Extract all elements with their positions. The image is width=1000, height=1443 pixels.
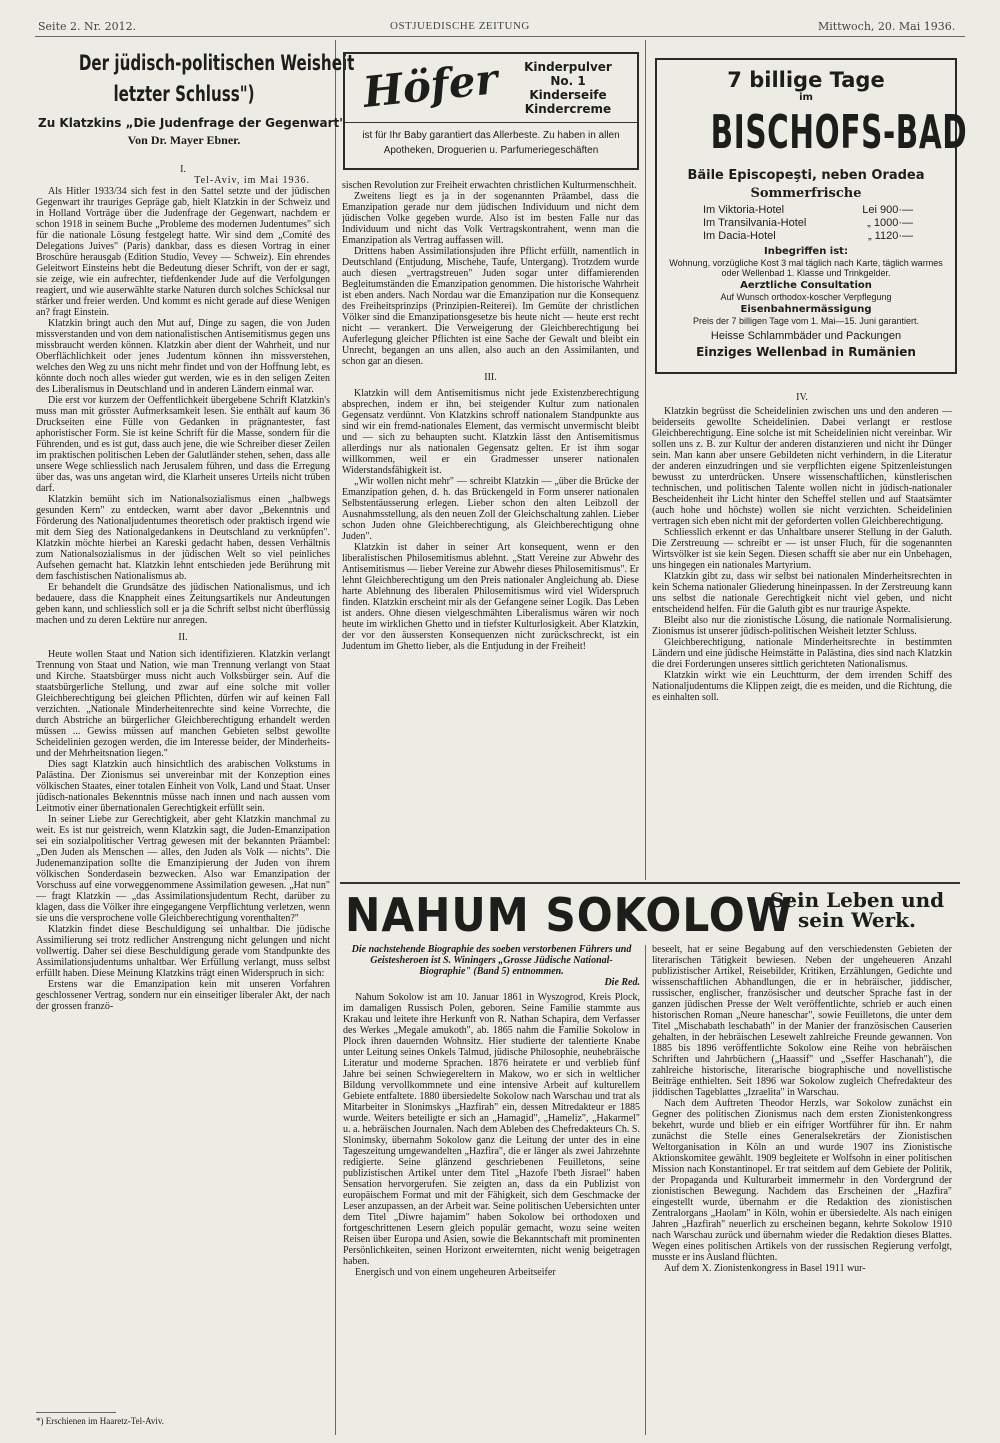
section-number: I. [180,164,186,175]
hotel-price: Lei 900·— [862,204,913,216]
bischofs-consult-head: Aerztliche Consultation [740,280,872,291]
article1-column-3 [652,392,952,882]
article-title-line-2: letzter Schluss") [113,82,255,106]
bischofs-details [661,246,951,360]
paragraph: Nach dem Auftreten Theodor Herzls, war Sokolow zunächst ein Gegner des politischen Zionismus nach dem ersten Zionistenkongress bekehrt, wurde und blieb er ein eifriger Wortführer für ihn. Er nahm zunächst die Stelle eines Generalsekretärs der Zionistischen Weltorganisation in Köln an und wurde 1907 ins Zionistische Aktionskomitee gewählt. 1909 begleitete er Wolfsohn in einer politischen Mission nach Konstantinopel. Er trat seitdem auf dem Gebiete der Politik, der Propaganda und Kulturarbeit immermehr in den Vordergrund der zionistischen Bewegung. Nachdem das Erscheinen der „Hazfira" eingestellt wurde, übernahm er die Redaktion des zionistischen Zentralorgans „Haolam" in Köln, wohin er übersiedelte. Als nach einigen Jahren „Hazfirah" neuerlich zu erscheinen begann, kehrte Sokolow 1910 nach Warschau zurück und übernahm wieder die Redaktion dieses Blattes. Wegen eines politischen Artikels von der russischen Regierung verfolgt, musste er ins Ausland flüchten. [652,1098,952,1263]
footnote [36,1416,330,1430]
bischofs-extra: Heisse Schlammbäder und Packungen [710,330,902,342]
hotel-name: Im Viktoria-Hotel [703,204,785,216]
bischofs-bottom: Einziges Wellenbad in Rumänien [696,345,916,359]
header-date: Mittwoch, 20. Mai 1936. [818,20,956,33]
section-number: IV. [796,392,808,403]
article2-column-1 [343,944,640,1434]
bischofs-im: im [799,92,813,103]
section-number: II. [178,632,188,643]
paragraph: Energisch und von einem ungeheuren Arbeitseifer [355,1267,556,1278]
article1-column-2 [342,180,639,880]
page-header [0,0,1000,33]
paragraph: Heute wollen Staat und Nation sich identifizieren. Klatzkin verlangt Trennung von Staat und Nation, wie man Trennung verlangt von Staat und Kirche. Staatsbürger muss nicht auch Volksbürger sein. Auf die staatsbürgerliche Stellung, und zwar auf eine solche mit voller Gleichberechtigung bei gleichen Pflichten, dürfen wir auf keinen Fall verzichten. „Nationale Minderheitenrechte sind keine Vorrechte, die durch Abstriche an bürgerlicher Gleichberechtigung erhandelt werden müssen ... Gewiss müssen auf manchen Gebieten selbst gewollte Scheidelinien gezogen werden, die im Interesse beider, der Minderheits- und der Mehrheitsnation liegen." [36,649,330,759]
paragraph: Als Hitler 1933/34 sich fest in den Sattel setzte und der jüdischen Gegenwart ihr trauriges Gepräge gab, hielt Klatzkin in der Schweiz und in Holland Vorträge über die Judenfrage der Gegenwart, nachdem er schon 1918 in seinem Buche „Probleme des modernen Judentumes" sich für die nationale Lösung festgelegt hatte. Wir sind dem „Comité des Delegations Juives" (Paris) dankbar, dass es diesen Vortrag in einer Broschüre herausgab (Edition Studio, Vevey — Schweiz). Ein ehrendes Geleitwort Einsteins hebt die Bedeutung dieser Schrift, von der er sagt, sie zeige, wie ein aufrechter, tiefdenkender Jude auf die Verfolgungen reagiert, und wie auserwählte starke Naturen durch solches Schicksal nur stärker und freier werden. Und kommt es nicht gerade auf diese Wenigen an? fragt Einstein. [36,186,330,318]
hofer-products [503,60,633,116]
section-number: III. [484,372,497,383]
bischofs-location: Bäile Episcopeşti, neben Oradea [687,168,925,183]
bischofs-headline: 7 billige Tage [727,68,885,92]
footnote-text: *) Erschienen im Haaretz-Tel-Aviv. [36,1416,165,1426]
column-divider-2 [645,40,646,880]
sokolow-title-side-line-1: Sein Leben und [769,888,945,912]
bischofs-title: BISCHOFS-BAD [710,105,968,159]
ad-bischofs-bad [655,58,968,374]
dateline: Tel-Aviv, im Mai 1936. [194,175,310,186]
sokolow-intro: Die nachstehende Biographie des soeben verstorbenen Führers und Geistesheroen ist S. Winingers „Grosse Jüdische National-Biographie" (Band 5) entnommen. [351,944,632,977]
bischofs-incl-head: Inbegriffen ist: [764,246,848,257]
paragraph: „Wir wollen nicht mehr" — schreibt Klatzkin — „über die Brücke der Emanzipation gehen, d. h. das Brückengeld in Form unserer nationalen Selbstentäusserung erlegen. Lieber schon den alten Leibzoll der Ausnahmsstellung, als den neuen Zoll der Gleichschaltung zahlen. Lieber schon Juden ohne Gleichberechtigung, als Gleichberechtigung ohne Juden". [342,476,639,542]
sokolow-intro-sign: Die Red. [604,977,640,988]
hotel-name: Im Transilvania-Hotel [703,217,807,229]
paragraph: Klatzkin bemüht sich im Nationalsozialismus einen „halbwegs gesunden Kern" zu entdecken, warnt aber davor „Bekenntnis und Förderung des Nationaljudentumes theoretisch oder praktisch irgend wie mit dem Sieg des Nationalgedankens in Deutschland zu verknüpfen". Klatzkin möchte hierbei an Kareski gedacht haben, dessen Verhältnis zum Nationalsozialismus in der jüdischen Welt so viel peinliches Aufsehen gemacht hat. Klatzkin lehnt entschieden jede Berührung mit dem faschistischen Nationalismus ab. [36,494,330,582]
sokolow-top-rule [340,882,960,884]
paragraph: Klatzkin begrüsst die Scheidelinien zwischen uns und den anderen — beiderseits gewollte Scheidelinien. Dabei verlangt er restlose Gleichberechtigung. Eine solche ist mit Scheidelinien nicht vereinbar. Wir sollen uns z. B. zur Kultur der anderen distanzieren und nicht ihr Dünger sein. Man kann aber unsere Gebildeten nicht verhindern, in die Literatur der anderen einzudringen und sie verpflichten eigene Spitzenleistungen bewusst zu unterdrücken. Unsere wissenschaftlichen, künstlerischen technischen, und politischen Talente wollen nicht in jüdisch-nationaler Bescheidenheit ihr Licht hinter den Scheffel stellen und auf Staatsämter (auch hohe und höchste) wollen sie nicht verzichten. Scheidelinien vertragen sich eben nicht mit der geforderten vollen Gleichberechtigung. [652,406,952,527]
paragraph: Klatzkin will dem Antisemitismus nicht jede Existenzberechtigung absprechen, indem er ihn, bei steigender Kultur zum nationalen Gegensatz verdünnt. Von Klatzkins schroff nationalem Standpunkte aus sind wir ein fremd-nationales Element, das vermischt unvermischt bleibt und — sich zu behaupten sucht. Klatzkin lässt den Antisemitismus allerdings nur als nationalen Gegensatz gelten. Er ist ihm sogar willkommen, weil er ein Gradmesser unserer nationalen Widerstandsfähigkeit ist. [342,388,639,476]
paragraph: Klatzkin bringt auch den Mut auf, Dinge zu sagen, die von Juden missverstanden und von dem nationalistischen Antisemitismus gegen uns missbraucht werden können. Klatzkin aber dient der Wahrheit, und nur Oberflächlichkeit oder jenes Judentum können ihn missverstehen, welches den Weg zu uns nicht mehr findet und von der Hoffnung lebt, es könnte doch noch alles wieder gut werden, wie es in den seligen Zeiten des Liberalismus in Deutschland und in anderen Ländern einmal war. [36,318,330,395]
paragraph: sischen Revolution zur Freiheit erwachten christlichen Kulturmenschheit. [342,180,637,191]
sokolow-title-side-line-2: sein Werk. [798,908,916,932]
hotel-row [703,204,913,217]
hofer-logo: Höfer [360,54,500,117]
article-title [38,48,355,148]
paragraph: Nahum Sokolow ist am 10. Januar 1861 in Wyszogrod, Kreis Plock, im damaligen Russisch Polen, geboren. Seine Familie stammte aus Krakau und leitete ihre Herkunft von R. Nathan Schapira, dem Verfasser des Werkes „Megale amukoth", ab. 1865 nahm die Familie Sokolow in Plock ihren dauernden Wohnsitz. Hier studierte der talentierte Knabe unter Leitung seines Onkels Talmud, jüdische Philosophie, neuhebräische Literatur und moderne Sprachen. 1876 heiratete er und verblieb fünf Jahre bei seinen Schwiegereltern in Makow, wo er sich in weltlicher Bildung vervollkommnete und eine intensive Arbeit auf kulturellem Gebiete entfaltete. 1880 übersiedelte Sokolow nach Warschau und trat als Mitarbeiter in Slonimskys „Hazfirah" ein, dessen Mitredakteur er 1885 wurde. Weiters beteiligte er sich an „Hamagid", „Hameliz", „Hakarmel" u. a. hebräischen Journalen. Nach dem Ableben des Chefredakteurs Ch. S. Slonimsky, übernahm Sokolow ganz die Leitung der unter des in eine Tageszeitung umgewandelten „Hazfira", die er länger als zwei Jahrzehnte redigierte. Seine glänzend geschriebenen Feuilletons, seine publizistischen Artikel unter dem Titel „Hazofe l'beth Jisrael" haben Sensation hervorgerufen. Sie zeigten an, dass da ein Publizist von europäischem Format und mit der Fähigkeit, sich dem Geschmacke der Leser anzupassen, an der Arbeit war. Seine politischen Uebersichten unter dem Titel „Diwre hajamim" haben Sokolow bei orthodoxen und fortgeschrittenen Lesern gleich populär gemacht, wozu seine weiten Reisen über Europa und Asien, sowie die Bekanntschaft mit prominenten Persönlichkeiten, seinen Horizont erweiternten, nicht wenig beigetragen haben. [343,992,640,1267]
column-divider-1 [335,40,336,1435]
article2-column-2 [652,944,952,1434]
article-byline: Von Dr. Mayer Ebner. [127,133,241,147]
sokolow-title: NAHUM SOKOLOW [345,888,794,942]
paragraph: Klatzkin findet diese Beschuldigung sei unhaltbar. Die jüdische Assimilierung sei trotz redlicher Anstrengung nicht gelungen und nicht vollwertig. Daher sei diese Beschuldigung gerade vom Standpunkte des Assimilationsjudentums unhaltbar. Wer Erfüllung verlangt, muss selbst erfüllt haben. Diese Meinung Klatzkins trägt einen Widerspruch in sich: [36,924,330,979]
bischofs-incl-text: Wohnung, vorzügliche Kost 3 mal täglich nach Karte, täglich warmes oder Wellenbad 1. Klasse und Trinkgelder. [669,258,943,278]
paragraph: Klatzkin wirkt wie ein Leuchtturm, der dem irrenden Schiff des Nationaljudentums die Klippen zeigt, die es meiden, und die Richtung, die es einhalten soll. [652,670,952,703]
article-title-line-1: Der jüdisch-politischen Weisheit [78,51,355,75]
paragraph: Klatzkin gibt zu, dass wir selbst bei nationalen Minderheitsrechten in kein Schema nationaler Gliederung hineinpassen. In der Zerstreuung kann uns selbst die nationale Gerechtigkeit nicht viel geben, und nicht entscheidend helfen. Für die Galuth gibt es nur traurige Aspekte. [652,571,952,615]
hofer-product-4: Kindercreme [524,102,612,116]
paragraph: Klatzkin ist daher in seiner Art konsequent, wenn er den liberalistischen Philosemitismus ablehnt. „Statt Vereine zur Abwehr des Antisemitismus — lieber Vereine zur Abwehr dieses Philosemitismus". Er lehnt Gleichberechtigung um den Preis nationaler Angleichung ab. Diese harte Ablehnung des liberalen Philosemitismus wird viel Widerspruch finden. Klatzkin erscheint mir als der Gefangene seiner Logik. Das Leben ist anders. Ohne diesen vielgeschmähten Liberalismus wären wir noch heute im wirklichen Ghetto und in tiefster Kulturlosigkeit. Aber Klatzkin, der vor den äussersten Konsequenzen nicht zurückschreckt, ist ein Judentum im Ghetto lieber, als die Entjudung in der Freiheit! [342,542,639,652]
paragraph: Auf dem X. Zionistenkongress in Basel 1911 wur- [664,1263,866,1274]
footnote-rule [36,1412,116,1413]
paragraph: In seiner Liebe zur Gerechtigkeit, aber geht Klatzkin manchmal zu weit. Es ist nur geistreich, wenn Klatzkin sagt, die Juden-Emanzipation sei ein sozialpolitischer Vertrag gewesen mit der bekannten Präambel: „Den Juden als Menschen — alles, den Juden als Volk — nichts". Die Judenemanzipation sollte die Emanzipierung der Juden von ihrem völkischen Sonderdasein bezwecken. Also war Emanzipation der Vorschuss auf eine vorweggenommene Assimilation gewesen. „Hat nun" — fragt Klatzkin — „das Assimilationsjudentum Recht, darüber zu klagen, dass die Völker ihre eingegangene Verpflichtung verletzen, wenn sie uns die versprochene volle Gleichberechtigung vorenthalten?" [36,814,330,924]
hofer-divider [345,122,637,123]
hotel-name: Im Dacia-Hotel [703,230,776,242]
sokolow-title-side [752,890,962,930]
paragraph: Bleibt also nur die zionistische Lösung, die nationale Normalisierung. Zionismus ist unserer jüdisch-politischen Weisheit letzter Schluss. [652,615,952,637]
ad-hofer [343,52,639,170]
hotel-price: „ 1000·— [867,217,913,229]
hotel-row [703,217,913,230]
header-newspaper-title: OSTJUEDISCHE ZEITUNG [390,20,530,32]
column-divider-3 [645,945,646,1435]
bischofs-rail-head: Eisenbahnermässigung [740,304,872,315]
header-page-number: Seite 2. Nr. 2012. [38,20,137,33]
paragraph: Schliesslich erkennt er das Unhaltbare unserer Stellung in der Galuth. Die Zerstreuung — schreibt er — ist unser Fluch, für die sogenannten Wirtsvölker ist sie kein Segen. Diesen schafft sie aber nur ein Unbehagen, uns hingegen ein nationales Martyrium. [652,527,952,571]
hofer-product-1: Kinderpulver [524,60,612,74]
bischofs-consult-text: Auf Wunsch orthodox-koscher Verpflegung [720,292,892,302]
paragraph: Die erst vor kurzem der Oeffentlichkeit übergebene Schrift Klatzkin's muss man mit grösster Aufmerksamkeit lesen. Sie enthält auf kaum 36 Druckseiten eine Fülle von Gedanken in prägnantester, fast aphoristischer Form. Sie ist keine Schrift für die Masse, sondern für die Führenden, und es ist gut, dass auch jene, die wie Schreiber dieser Zeilen im praktischen politischen Leben der Galutländer stehen, sehen, dass alle unsere Wege schliesslich nach Jerusalem führen, und dass die Erregung über das, was uns angetan wird, die Klarheit unseres Urteils nicht trüben darf. [36,395,330,494]
bischofs-hotels [703,204,913,243]
paragraph: Erstens war die Emanzipation kein mit unseren Vorfahren geschlossener Vertrag, sondern nur ein einseitiger liberaler Akt, der nach der grossen franzö- [36,979,330,1012]
paragraph: Gleichberechtigung, nationale Minderheitsrechte in bestimmten Ländern und eine jüdische Heimstätte in Palästina, dies sind nach Klatzkin die drei Forderungen unseres sittlich gerichteten Nationalismus. [652,637,952,670]
hofer-product-3: Kinderseife [529,88,607,102]
bischofs-rail-text: Preis der 7 billigen Tage vom 1. Mai—15. Juni garantiert. [693,316,919,326]
hofer-text: ist für Ihr Baby garantiert das Allerbeste. Zu haben in allen Apotheken, Droguerien u. Parfumeriegeschäften [362,130,620,156]
hofer-product-2: No. 1 [550,74,586,88]
hotel-row [703,230,913,243]
paragraph: Zweitens liegt es ja in der sogenannten Präambel, dass die Emanzipation gerade nur dem jüdischen Individuum und nicht dem jüdischen Volke gegeben wurde. Also ist im besten Falle nur das Individuum und nicht das Volk Vertragskontrahent, wenn man die Emanzipation als Vertrag auffassen will. [342,191,639,246]
paragraph: Er behandelt die Grundsätze des jüdischen Nationalismus, und ich bedauere, dass die Knappheit eines Zeitungsartikels nur Andeutungen geben kann, und schliesslich soll er ja die Schrift selbst nicht überflüssig machen und zu deren Lektüre nur anregen. [36,582,330,626]
header-divider [35,36,965,37]
hotel-price: „ 1120·— [867,230,913,242]
article1-column-1 [36,164,330,1409]
bischofs-season: Sommerfrische [750,186,862,201]
paragraph: beseelt, hat er seine Begabung auf den verschiedensten Gebieten der literarischen Tätigkeit bewiesen. Neben der ungeheueren Anzahl publizistischer Artikel, Reisebilder, Kritiken, Erzählungen, Gedichte und wissenschaftlichen Abhandlungen, die er in hebräischer, jiddischer, russischer, englischer, französischer und deutscher Sprache fast in der ganzen jüdischen Presse der Welt veröffentlichte, schrieb er auch einen historischen Roman „Neure haneschar", sowie Feuilletons, die unter dem Titel „Mischabath leschabath" in der Manier der französischen Causerien gehalten, in der hebräischen Lesewelt zahlreiche Freunde gewannen. Von 1885 bis 1896 veröffentlichte Sokolow eine Reihe von hebräischen Schriften und Jahrbüchern („Haassif" und „Sseffer Haschanah"), die zahlreiche historische, literarische biographische und novellistische Beiträge enthielten. Seit 1896 war Sokolow zugleich Chefredakteur des jiddischen Tageblattes „Izraelita" in Warschau. [652,944,952,1098]
paragraph: Dies sagt Klatzkin auch hinsichtlich des arabischen Volkstums in Palästina. Der Zionismus sei unvereinbar mit der Konzeption eines völkischen Staates, einer totalen Einheit von Volk, Land und Staat. Unser jüdisch-nationales Bekenntnis müsse nach innen und nach aussen vom Leitmotiv einer übernationalen Gerechtigkeit erfüllt sein. [36,759,330,814]
article-subtitle: Zu Klatzkins „Die Judenfrage der Gegenwart" [38,116,346,130]
paragraph: Drittens haben Assimilationsjuden ihre Pflicht erfüllt, namentlich in Deutschland (Entjudung, Mischehe, Taufe, Untergang). Trotzdem wurde auch diesen „vertragstreuen" Juden sogar unter diffamierenden Begleitumständen die Emanzipation genommen. Die historische Wahrheit ist eben anders. Nach Nordau war die Emanzipation nur die Konsequenz des Freiheitsprinzips (Prinzipien-Reiterei). Im Gemüte der christlichen Völker sind die Emanzipationsgesetze bis heute nicht — heute erst recht nicht — verankert. Die Verweigerung der Gleichberechtigung bei Auferlegung gleicher Pflichten ist eine Sache der Gewalt und bleibt ein Unrecht, begangen an uns allen, also auch an den Assimilanten, und schon gar an diesen. [342,246,639,367]
